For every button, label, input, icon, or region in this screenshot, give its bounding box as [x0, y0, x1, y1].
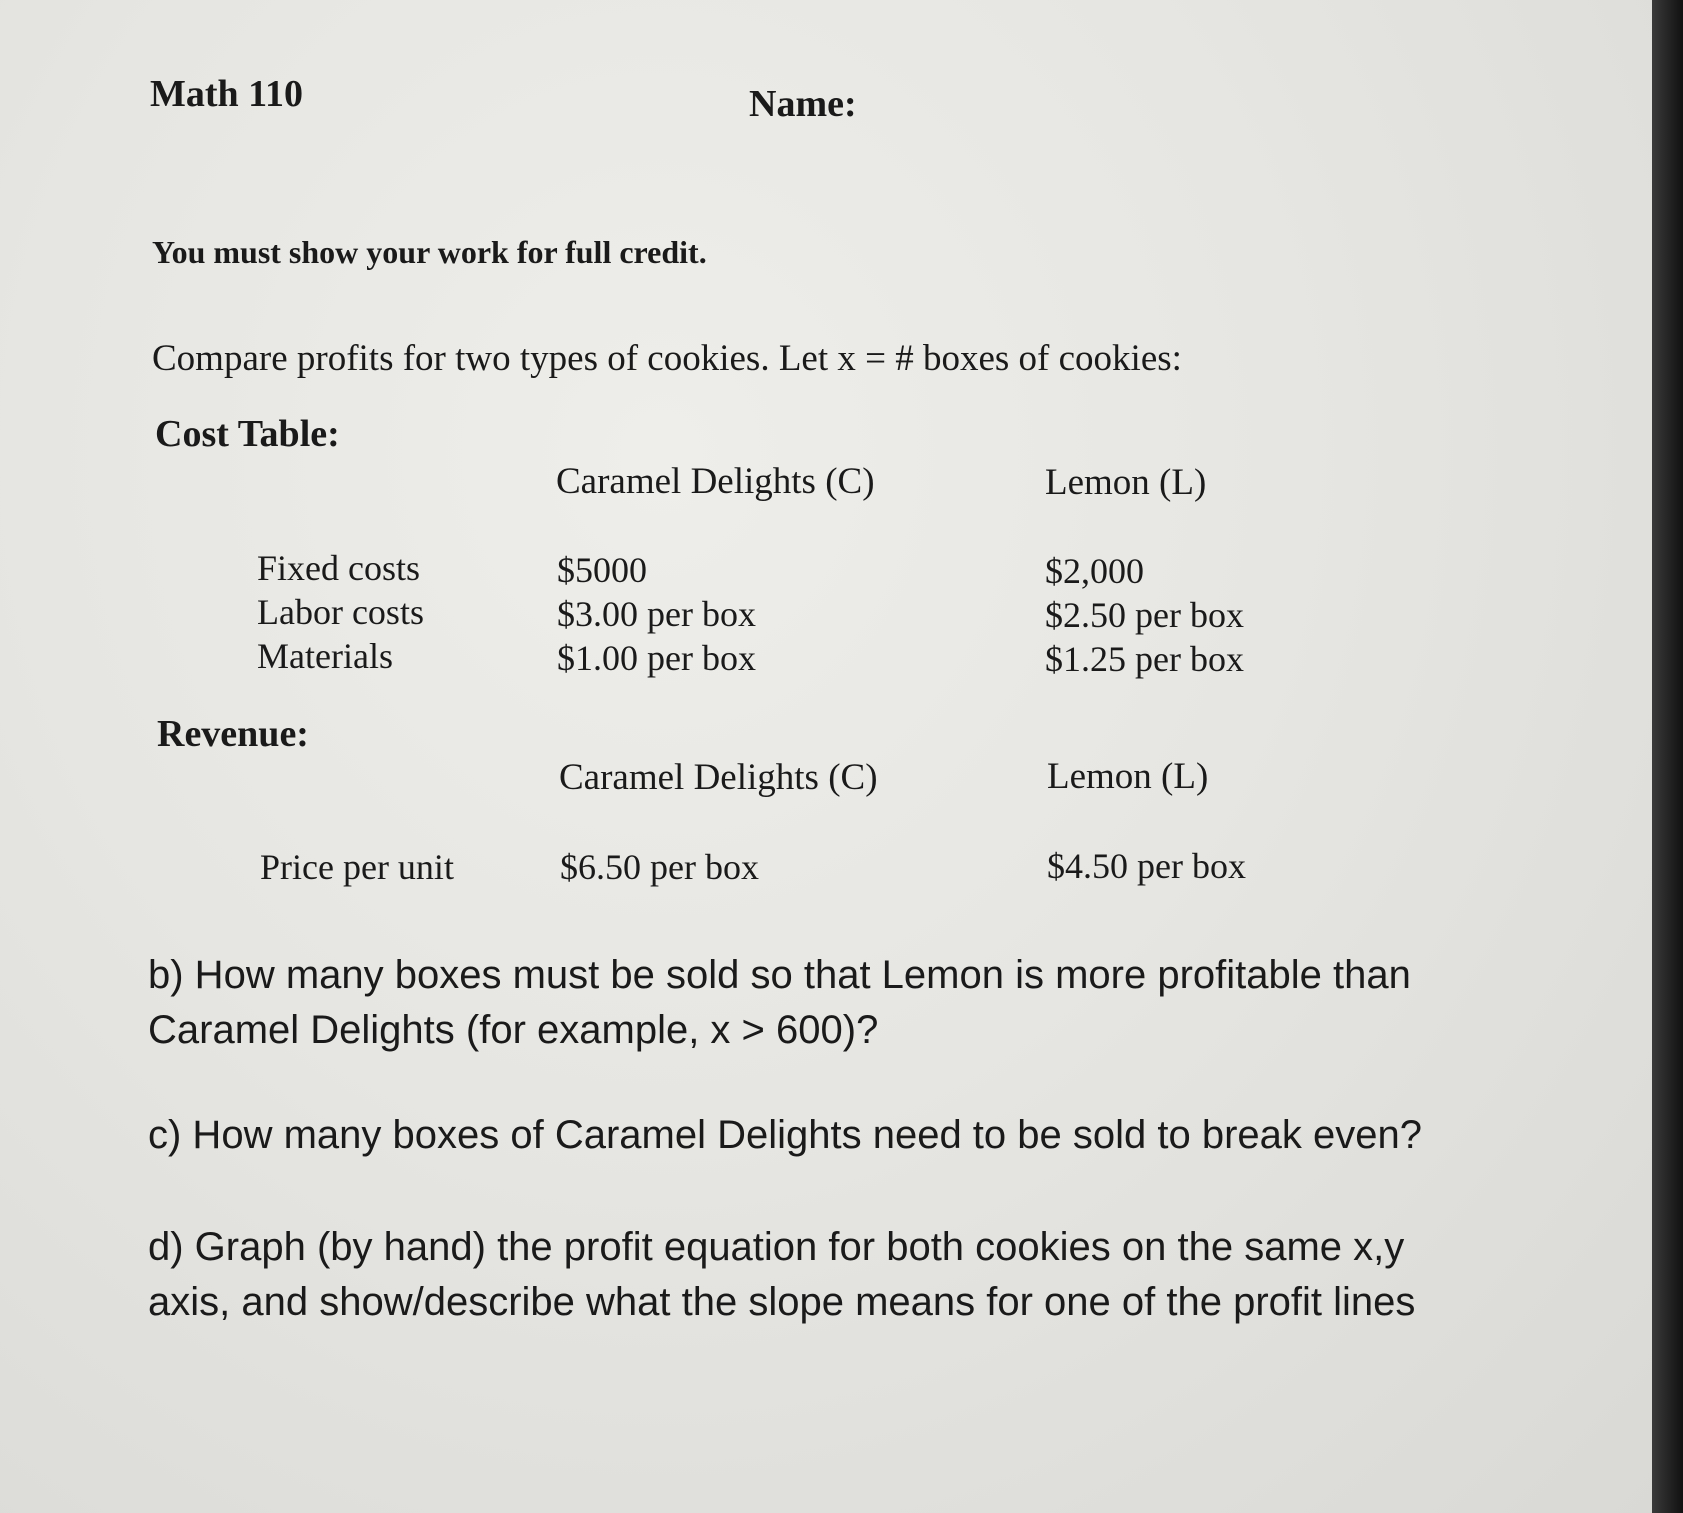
- revenue-col-lemon: Lemon (L): [1047, 756, 1209, 797]
- cost-col-caramel: Caramel Delights (C): [556, 461, 875, 502]
- question-c: c) How many boxes of Caramel Delights need to be sold to break even?: [148, 1113, 1423, 1157]
- cost-cell-caramel: $1.00 per box: [557, 638, 756, 678]
- cost-table-heading: Cost Table:: [155, 413, 340, 455]
- cost-cell-lemon: $2,000: [1045, 551, 1144, 591]
- cost-col-lemon: Lemon (L): [1045, 462, 1207, 503]
- course-title: Math 110: [150, 73, 304, 115]
- name-label: Name:: [749, 83, 857, 125]
- question-b: b) How many boxes must be sold so that Lemon is more profitable than Caramel Delights (for example, x > 600)?: [148, 953, 1411, 1052]
- problem-intro: Compare profits for two types of cookies. Let x = # boxes of cookies:: [152, 338, 1182, 379]
- revenue-heading: Revenue:: [157, 713, 309, 755]
- revenue-row-label: Price per unit: [260, 847, 454, 887]
- cost-row-label: Materials: [257, 636, 393, 676]
- cost-cell-caramel: $3.00 per box: [557, 594, 756, 634]
- cost-row-label: Labor costs: [257, 592, 424, 632]
- revenue-cell-caramel: $6.50 per box: [560, 847, 759, 887]
- page-edge-shadow: [1652, 0, 1683, 1513]
- question-d: d) Graph (by hand) the profit equation for both cookies on the same x,y axis, and show/describe what the slope means for one of the profit lines: [148, 1225, 1416, 1324]
- revenue-col-caramel: Caramel Delights (C): [559, 757, 878, 798]
- revenue-cell-lemon: $4.50 per box: [1047, 846, 1246, 886]
- cost-row-label: Fixed costs: [257, 548, 421, 588]
- instructions-text: You must show your work for full credit.: [152, 234, 707, 270]
- cost-cell-caramel: $5000: [557, 550, 647, 590]
- cost-cell-lemon: $1.25 per box: [1045, 639, 1244, 679]
- cost-cell-lemon: $2.50 per box: [1045, 595, 1244, 635]
